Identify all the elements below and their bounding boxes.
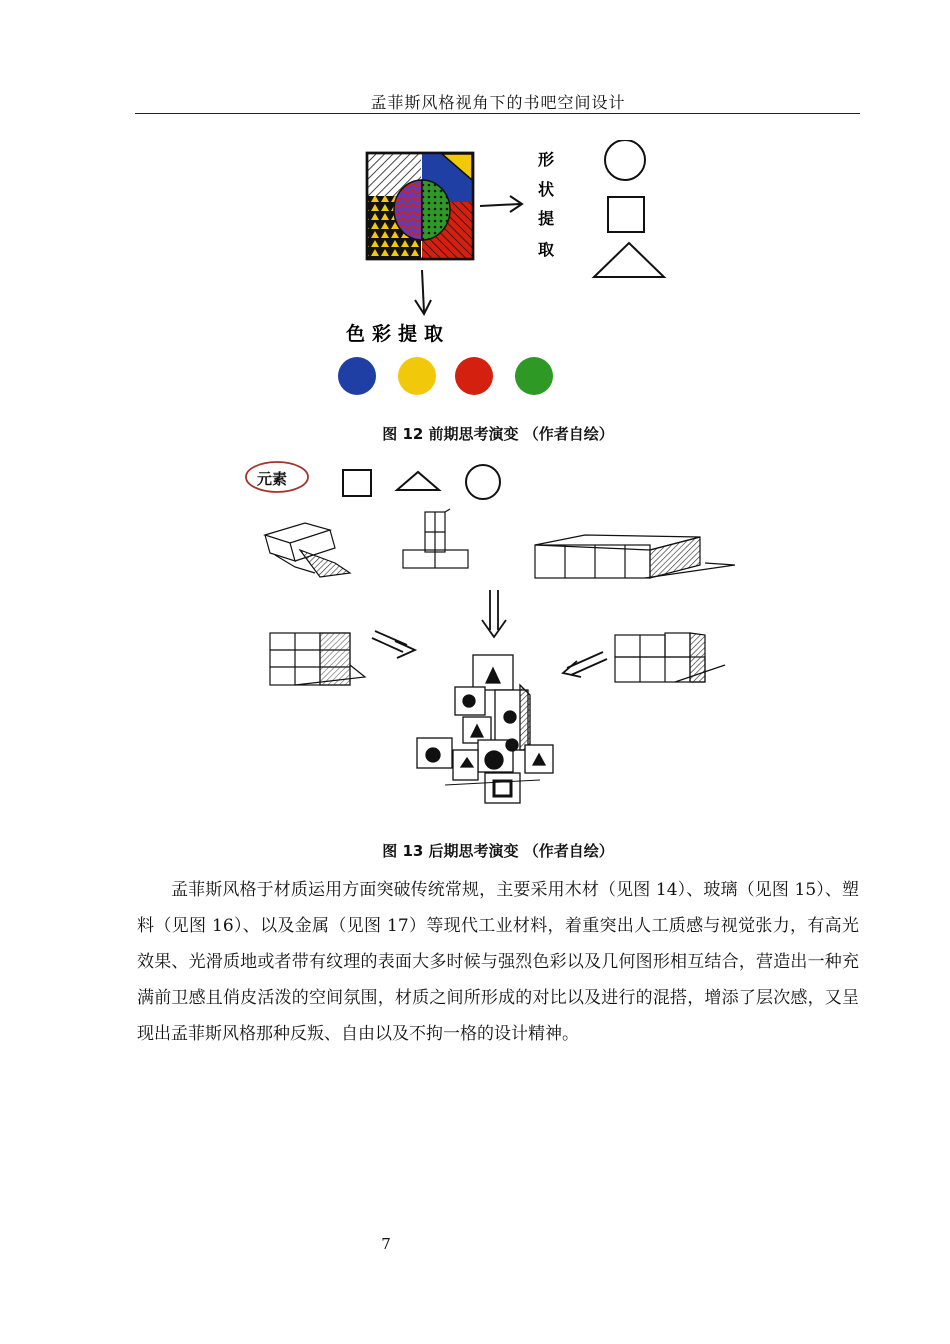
shape-label-char: 提: [538, 209, 555, 228]
color-swatch-green: [515, 357, 553, 395]
arrow-down-icon: [415, 270, 431, 314]
color-swatch-blue: [338, 357, 376, 395]
figure-13: [235, 455, 735, 820]
figure-12: [330, 140, 680, 410]
color-swatch-yellow: [398, 357, 436, 395]
header-rule: [135, 113, 860, 114]
cube-sketch-3: [535, 535, 735, 578]
cube-sketch-5: [615, 633, 725, 682]
figure-12-caption: 图 12 前期思考演变 （作者自绘）: [382, 425, 614, 443]
memphis-composition: [367, 153, 473, 259]
cube-sketch-1: [265, 523, 350, 577]
body-paragraph-block: [137, 872, 859, 1052]
triangle-shape-icon: [594, 243, 664, 277]
cube-sketch-2: [403, 509, 468, 568]
page-number: 7: [381, 1235, 391, 1253]
composite-cube-cluster: [417, 655, 553, 803]
color-swatch-red: [455, 357, 493, 395]
arrow-right-icon: [480, 196, 522, 212]
triangle-shape-icon: [397, 472, 439, 490]
shape-label-char: 状: [538, 180, 555, 199]
color-extraction-label: 色彩提取: [346, 323, 451, 345]
shape-label-char: 取: [538, 240, 555, 259]
arrow-right-icon: [372, 631, 415, 658]
body-paragraph: 孟菲斯风格于材质运用方面突破传统常规，主要采用木材（见图 14）、玻璃（见图 15）、塑料（见图 16）、以及金属（见图 17）等现代工业材料，着重突出人工质感与视觉张力，有高光效果、光滑质地或者带有纹理的表面大多时候与强烈色彩以及几何图形相互结合，营造出一种充满前卫感且俏皮活泼的空间氛围，材质之间所形成的对比以及进行的混搭，增添了层次感，又呈现出孟菲斯风格那种反叛、自由以及不拘一格的设计精神。: [137, 880, 859, 1044]
square-shape-icon: [343, 470, 371, 496]
square-shape-icon: [608, 197, 644, 232]
circle-shape-icon: [605, 140, 645, 180]
arrow-down-icon: [482, 590, 506, 637]
figure-13-caption: 图 13 后期思考演变 （作者自绘）: [382, 842, 614, 860]
shape-label-char: 形: [538, 150, 555, 169]
page-header-title: 孟菲斯风格视角下的书吧空间设计: [370, 93, 626, 112]
arrow-left-icon: [563, 652, 607, 677]
element-label: 元素: [257, 470, 288, 488]
cube-sketch-4: [270, 633, 365, 685]
circle-shape-icon: [466, 465, 500, 499]
